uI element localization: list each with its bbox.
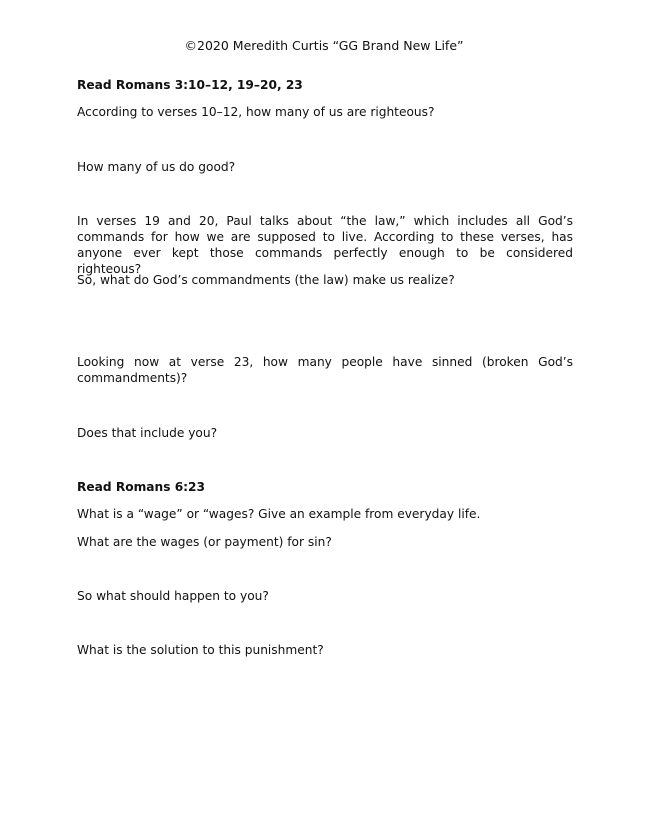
- question-wages-for-sin: What are the wages (or payment) for sin?: [77, 535, 332, 549]
- question-verse-23: Looking now at verse 23, how many people have sinned (broken God’s commandments)?: [77, 355, 573, 385]
- question-righteous: According to verses 10–12, how many of us are righteous?: [77, 105, 435, 119]
- question-the-law: In verses 19 and 20, Paul talks about “the law,” which includes all God’s commands for how we are supposed to live. According to these verses, has anyone ever kept those commands perfectly enough to be considered righteous?: [77, 214, 573, 276]
- section-heading-romans-3: Read Romans 3:10–12, 19–20, 23: [77, 78, 303, 92]
- question-wage: What is a “wage” or “wages? Give an example from everyday life.: [77, 507, 481, 521]
- question-solution: What is the solution to this punishment?: [77, 643, 324, 657]
- section-heading-romans-6: Read Romans 6:23: [77, 480, 206, 494]
- question-what-should-happen: So what should happen to you?: [77, 589, 269, 603]
- copyright-header: ©2020 Meredith Curtis “GG Brand New Life”: [184, 38, 464, 53]
- question-commandments-realize: So, what do God’s commandments (the law) make us realize?: [77, 273, 455, 287]
- question-do-good: How many of us do good?: [77, 160, 236, 174]
- question-include-you: Does that include you?: [77, 426, 218, 440]
